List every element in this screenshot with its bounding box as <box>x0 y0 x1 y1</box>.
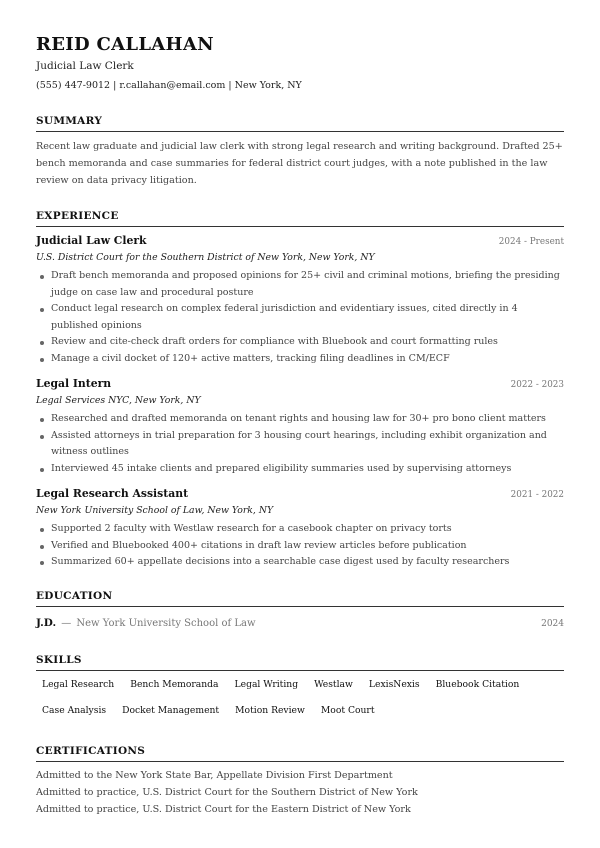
skill-tag: Case Analysis <box>42 704 107 716</box>
experience-section <box>36 210 564 571</box>
job-title: Judicial Law Clerk <box>36 234 147 247</box>
job-organization: U.S. District Court for the Southern District of New York, New York, NY <box>36 252 375 263</box>
skill-tag: Bench Memoranda <box>130 678 219 690</box>
certifications-heading: CERTIFICATIONS <box>36 745 564 762</box>
job-title: Legal Research Assistant <box>36 487 189 500</box>
skill-tag: Bluebook Citation <box>435 678 520 690</box>
experience-heading: EXPERIENCE <box>36 210 564 227</box>
job-organization: Legal Services NYC, New York, NY <box>36 395 201 406</box>
job-entry <box>36 376 564 477</box>
skills-section <box>36 654 564 727</box>
job-bullet: Draft bench memoranda and proposed opinions for 25+ civil and criminal motions, briefing the presiding judge on case law and procedural posture <box>51 268 564 301</box>
job-bullets <box>36 521 564 571</box>
job-dates: 2021 - 2022 <box>510 490 564 500</box>
summary-section <box>36 115 564 189</box>
job-entry <box>36 233 564 367</box>
school-name: New York University School of Law <box>76 617 256 629</box>
education-section <box>36 590 564 632</box>
skill-tag: Moot Court <box>320 704 375 716</box>
job-title: Legal Intern <box>36 377 112 390</box>
job-bullet: Summarized 60+ appellate decisions into a searchable case digest used by faculty researchers <box>51 554 564 571</box>
job-entry <box>36 486 564 571</box>
contact-line: (555) 447-9012 | r.callahan@email.com | New York, NY <box>36 80 302 91</box>
job-bullet: Researched and drafted memoranda on tenant rights and housing law for 30+ pro bono client matters <box>51 411 564 428</box>
job-dates: 2022 - 2023 <box>510 380 564 390</box>
degree: J.D. <box>36 616 57 629</box>
job-bullets <box>36 268 564 367</box>
degree-separator: — <box>61 617 72 629</box>
job-organization: New York University School of Law, New York, NY <box>36 505 274 516</box>
skills-list <box>36 675 564 727</box>
skill-tag: Legal Research <box>42 678 115 690</box>
summary-heading: SUMMARY <box>36 115 564 132</box>
education-heading: EDUCATION <box>36 590 564 607</box>
skill-tag: Westlaw <box>314 678 353 690</box>
job-bullet: Conduct legal research on complex federal jurisdiction and evidentiary issues, cited directly in 4 published opinions <box>51 301 564 334</box>
job-bullet: Supported 2 faculty with Westlaw research for a casebook chapter on privacy torts <box>51 521 564 538</box>
candidate-name: REID CALLAHAN <box>36 34 214 55</box>
skill-tag: Legal Writing <box>234 678 299 690</box>
summary-text: Recent law graduate and judicial law clerk with strong legal research and writing background. Drafted 25+ bench memoranda and case summaries for federal district court judges, with a note published in the law review on data privacy litigation. <box>36 141 563 186</box>
job-bullets <box>36 411 564 477</box>
certification-item: Admitted to the New York State Bar, Appellate Division First Department <box>36 769 393 781</box>
education-entry <box>36 613 564 632</box>
resume-header <box>36 33 564 93</box>
skill-tag: Motion Review <box>235 704 305 716</box>
job-bullet: Assisted attorneys in trial preparation for 3 housing court hearings, including exhibit organization and witness outlines <box>51 428 564 461</box>
job-bullet: Interviewed 45 intake clients and prepared eligibility summaries used by supervising attorneys <box>51 461 564 478</box>
job-dates: 2024 - Present <box>498 237 564 247</box>
skill-tag: Docket Management <box>122 704 220 716</box>
certifications-list <box>36 767 564 818</box>
certifications-section <box>36 745 564 818</box>
certification-item: Admitted to practice, U.S. District Court for the Southern District of New York <box>36 786 418 798</box>
skill-tag: LexisNexis <box>368 678 420 690</box>
skills-heading: SKILLS <box>36 654 564 671</box>
job-bullet: Verified and Bluebooked 400+ citations in draft law review articles before publication <box>51 538 564 555</box>
job-bullet: Review and cite-check draft orders for compliance with Bluebook and court formatting rules <box>51 334 564 351</box>
certification-item: Admitted to practice, U.S. District Court for the Eastern District of New York <box>36 803 411 815</box>
candidate-headline: Judicial Law Clerk <box>36 60 134 72</box>
graduation-year: 2024 <box>541 618 564 629</box>
job-bullet: Manage a civil docket of 120+ active matters, tracking filing deadlines in CM/ECF <box>51 351 564 368</box>
